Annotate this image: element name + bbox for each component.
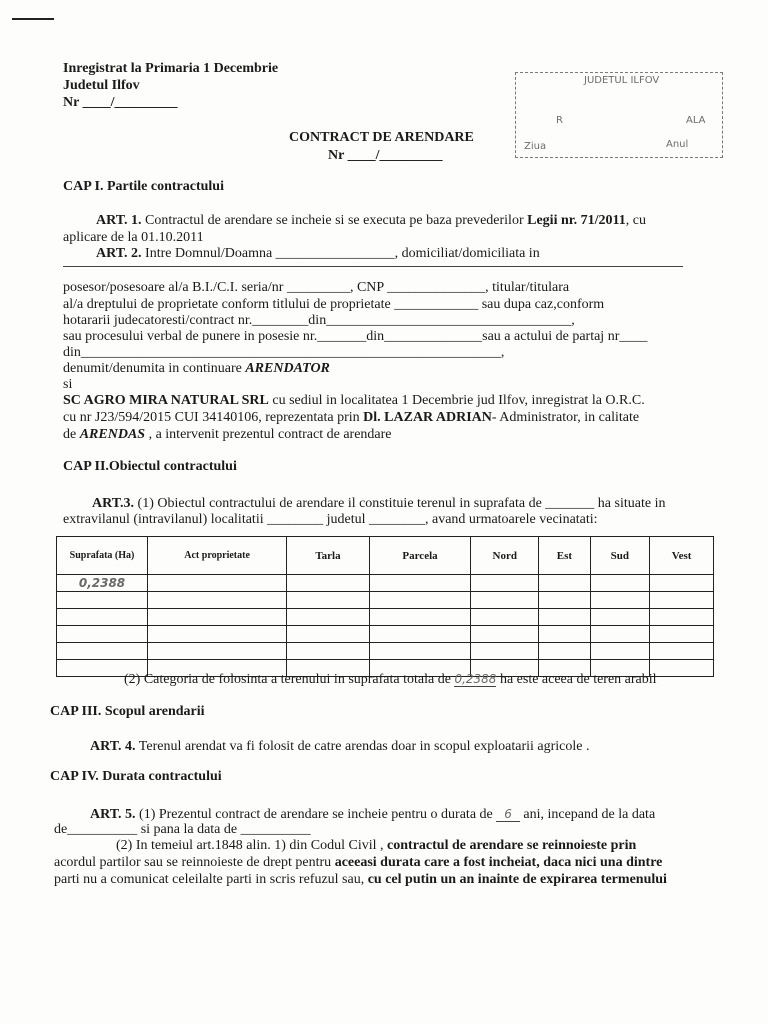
col-suprafata: Suprafata (Ha) — [57, 537, 148, 575]
table-cell — [287, 626, 370, 643]
table-row — [57, 609, 714, 626]
art2-label: ART. 2. — [96, 246, 142, 261]
representative-role: - Administrator, in calitate — [491, 410, 640, 425]
arendator-label: ARENDATOR — [245, 361, 330, 376]
art5-par2-line2-b: aceeasi durata care a fost incheiat, daca nici una dintre — [334, 855, 663, 870]
cap2-heading: CAP II.Obiectul contractului — [63, 459, 237, 474]
registration-line: Inregistrat la Primaria 1 Decembrie — [63, 61, 279, 76]
company-registration: cu nr J23/594/2015 CUI 34140106, reprezentata prin — [63, 410, 364, 425]
table-cell — [590, 609, 650, 626]
cap1-line10 — [63, 393, 645, 409]
table-cell — [650, 575, 714, 592]
cap1-line9: si — [63, 377, 73, 392]
table-cell — [369, 643, 470, 660]
table-cell — [650, 660, 714, 677]
art5-par2-line3 — [54, 872, 667, 888]
table-cell — [369, 609, 470, 626]
art1-line2: aplicare de la 01.10.2011 — [63, 230, 204, 245]
table-cell — [57, 643, 148, 660]
cap1-heading: CAP I. Partile contractului — [63, 179, 224, 194]
art1-end: , cu — [625, 213, 647, 228]
table-row — [57, 575, 714, 592]
table-cell — [148, 575, 287, 592]
blank-line — [63, 266, 683, 267]
art5-par2-line3-a: parti nu a comunicat celeilalte parti in scris refuzul sau, — [54, 872, 368, 887]
table-cell — [287, 609, 370, 626]
art5-par2-line3-b: cu cel putin un an inainte de expirarea termenului — [367, 872, 667, 887]
stamp-county: JUDETUL ILFOV — [584, 75, 660, 86]
table-cell: 0,2388 — [57, 575, 148, 592]
col-sud: Sud — [590, 537, 650, 575]
duration-years: 6 — [496, 807, 520, 822]
table-cell — [590, 626, 650, 643]
table-cell — [539, 609, 590, 626]
art1-text: Contractul de arendare se incheie si se executa pe baza prevederilor — [141, 213, 528, 228]
table-cell — [590, 643, 650, 660]
art5-label: ART. 5. — [90, 807, 136, 822]
cap1-line12 — [63, 427, 392, 443]
table-cell — [57, 592, 148, 609]
table-cell — [369, 626, 470, 643]
arendas-prefix: de — [63, 427, 80, 442]
col-parcela: Parcela — [369, 537, 470, 575]
art5-par2-bold: contractul de arendare se reinnoieste prin — [387, 838, 637, 853]
art5-par2-line2 — [54, 855, 662, 871]
cap2-par2 — [124, 671, 657, 688]
par2-prefix: (2) Categoria de folosinta a terenului in suprafata totala de — [124, 672, 455, 687]
art4-label: ART. 4. — [90, 739, 136, 754]
cap1-line11 — [63, 410, 639, 426]
arendas-suffix: , a intervenit prezentul contract de arendare — [145, 427, 392, 442]
arendator-prefix: denumit/denumita in continuare — [63, 361, 246, 376]
col-vest: Vest — [650, 537, 714, 575]
stamp-day: Ziua — [524, 141, 547, 152]
art3-text: (1) Obiectul contractului de arendare il constituie terenul in suprafata de _______ ha situate in — [134, 496, 666, 511]
art5-line2: de__________ si pana la data de __________ — [54, 822, 311, 837]
table-row — [57, 643, 714, 660]
col-est: Est — [539, 537, 590, 575]
registration-stamp — [515, 72, 723, 158]
cap1-line8 — [63, 361, 330, 377]
representative-name: Dl. LAZAR ADRIAN — [363, 410, 492, 425]
cap1-line4: al/a dreptului de proprietate conform titlului de proprietate ____________ sau dupa caz,conform — [63, 297, 605, 312]
table-cell — [287, 643, 370, 660]
art5-par2-line2-a: acordul partilor sau se reinnoieste de drept pentru — [54, 855, 335, 870]
table-cell — [471, 575, 539, 592]
table-cell — [287, 575, 370, 592]
cap1-line6: sau procesului verbal de punere in posesie nr._______din______________sau a actului de partaj nr____ — [63, 329, 648, 344]
col-act: Act proprietate — [148, 537, 287, 575]
total-area: 0,2388 — [454, 672, 497, 686]
art3-line2: extravilanul (intravilanul) localitatii ________ judetul ________, avand urmatoarele vecinatati: — [63, 512, 598, 527]
table-cell — [471, 609, 539, 626]
art5-par2 — [116, 838, 636, 854]
art3-line — [92, 496, 665, 512]
table-cell — [650, 643, 714, 660]
table-cell — [369, 575, 470, 592]
parcel-table — [56, 536, 714, 677]
table-cell — [539, 626, 590, 643]
art4-text: Terenul arendat va fi folosit de catre arendas doar in scopul exploatarii agricole . — [135, 739, 590, 754]
cap4-heading: CAP IV. Durata contractului — [50, 769, 222, 784]
art5-suffix: ani, incepand de la data — [519, 807, 656, 822]
table-cell — [539, 592, 590, 609]
table-cell — [148, 643, 287, 660]
art2-text: Intre Domnul/Doamna _________________, domiciliat/domiciliata in — [141, 246, 540, 261]
col-tarla: Tarla — [287, 537, 370, 575]
cap3-heading: CAP III. Scopul arendarii — [50, 704, 205, 719]
table-cell — [471, 592, 539, 609]
table-cell — [57, 626, 148, 643]
table-row — [57, 626, 714, 643]
art2-line — [96, 246, 540, 262]
art5-line — [90, 806, 655, 823]
contract-title: CONTRACT DE ARENDARE — [289, 130, 474, 145]
registration-number: Nr ____/_________ — [63, 95, 178, 110]
table-cell — [57, 609, 148, 626]
table-cell — [539, 575, 590, 592]
table-cell — [590, 575, 650, 592]
table-cell — [471, 626, 539, 643]
company-address: cu sediul in localitatea 1 Decembrie jud Ilfov, inregistrat la O.R.C. — [268, 393, 645, 408]
art5-par2-prefix: (2) In temeiul art.1848 alin. 1) din Codul Civil , — [116, 838, 388, 853]
parcel-table-header — [57, 537, 714, 575]
col-nord: Nord — [471, 537, 539, 575]
table-row — [57, 592, 714, 609]
art1-label: ART. 1. — [96, 213, 142, 228]
table-cell — [650, 626, 714, 643]
stamp-line-left: R — [556, 115, 563, 126]
arendas-label: ARENDAS — [79, 427, 146, 442]
par2-suffix: ha este aceea de teren arabil — [496, 672, 657, 687]
stamp-line-right: ALA — [686, 115, 706, 126]
art1-law: Legii nr. 71/2011 — [527, 213, 626, 228]
table-cell — [539, 643, 590, 660]
table-cell — [590, 592, 650, 609]
table-cell — [650, 609, 714, 626]
stamp-year: Anul — [666, 139, 689, 150]
table-cell — [471, 643, 539, 660]
art3-label: ART.3. — [92, 496, 135, 511]
cap1-line7: din____________________________________________________________, — [63, 345, 505, 360]
company-name: SC AGRO MIRA NATURAL SRL — [63, 393, 269, 408]
table-cell — [148, 592, 287, 609]
contract-number: Nr ____/_________ — [328, 148, 443, 163]
cap1-line3: posesor/posesoare al/a B.I./C.I. seria/nr _________, CNP ______________, titular/titulara — [63, 280, 570, 295]
table-cell — [148, 626, 287, 643]
county-line: Judetul Ilfov — [63, 78, 140, 93]
table-cell — [287, 592, 370, 609]
scan-mark — [12, 18, 54, 20]
art1-line — [96, 213, 646, 229]
table-cell — [148, 609, 287, 626]
table-cell — [369, 592, 470, 609]
art4-line — [90, 739, 590, 755]
table-cell — [650, 592, 714, 609]
cap1-line5: hotararii judecatoresti/contract nr.________din___________________________________, — [63, 313, 575, 328]
art5-text: (1) Prezentul contract de arendare se incheie pentru o durata de — [135, 807, 497, 822]
